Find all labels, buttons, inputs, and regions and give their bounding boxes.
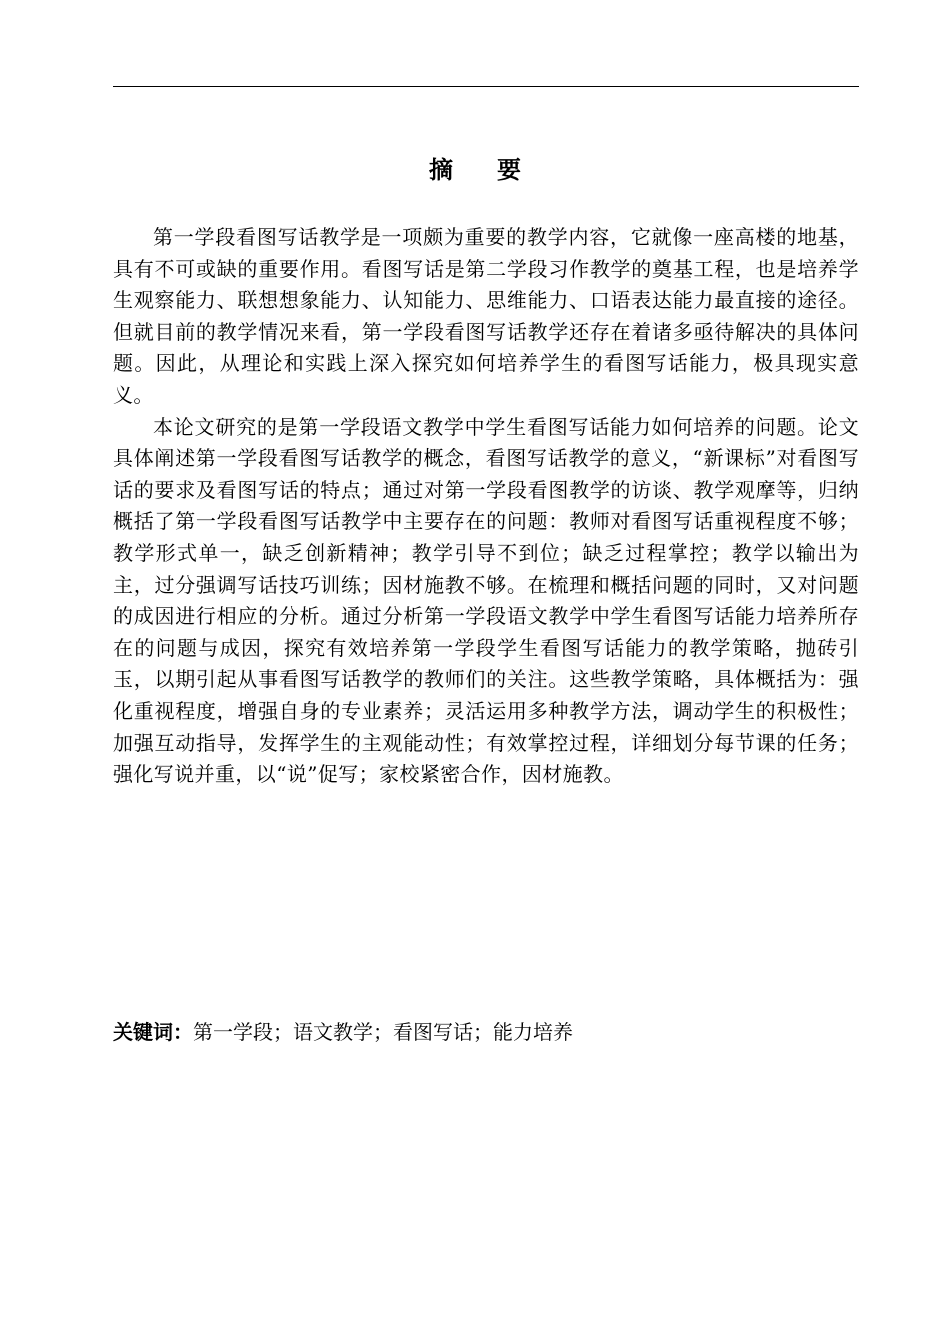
- abstract-paragraph: 本论文研究的是第一学段语文教学中学生看图写话能力如何培养的问题。论文具体阐述第一学段看图写话教学的概念，看图写话教学的意义，“新课标”对看图写话的要求及看图写话的特点；通过对第一学段看图教学的访谈、教学观摩等，归纳概括了第一学段看图写话教学中主要存在的问题：教师对看图写话重视程度不够；教学形式单一，缺乏创新精神；教学引导不到位；缺乏过程掌控；教学以输出为主，过分强调写话技巧训练；因材施教不够。在梳理和概括问题的同时，又对问题的成因进行相应的分析。通过分析第一学段语文教学中学生看图写话能力培养所存在的问题与成因，探究有效培养第一学段学生看图写话能力的教学策略，抛砖引玉，以期引起从事看图写话教学的教师们的关注。这些教学策略，具体概括为：强化重视程度，增强自身的专业素养；灵活运用多种教学方法，调动学生的积极性；加强互动指导，发挥学生的主观能动性；有效掌控过程，详细划分每节课的任务；强化写说并重，以“说”促写；家校紧密合作，因材施教。: [113, 414, 859, 787]
- keywords-line: [113, 1017, 573, 1048]
- keywords-value: 第一学段；语文教学；看图写话；能力培养: [193, 1020, 573, 1044]
- abstract-body: [113, 222, 859, 791]
- keywords-label: 关键词：: [113, 1020, 193, 1044]
- header-rule: [113, 86, 859, 87]
- abstract-paragraph: 第一学段看图写话教学是一项颇为重要的教学内容，它就像一座高楼的地基，具有不可或缺的重要作用。看图写话是第二学段习作教学的奠基工程，也是培养学生观察能力、联想想象能力、认知能力、思维能力、口语表达能力最直接的途径。但就目前的教学情况来看，第一学段看图写话教学还存在着诸多亟待解决的具体问题。因此，从理论和实践上深入探究如何培养学生的看图写话能力，极具现实意义。: [113, 225, 859, 407]
- abstract-title: 摘要: [429, 156, 565, 184]
